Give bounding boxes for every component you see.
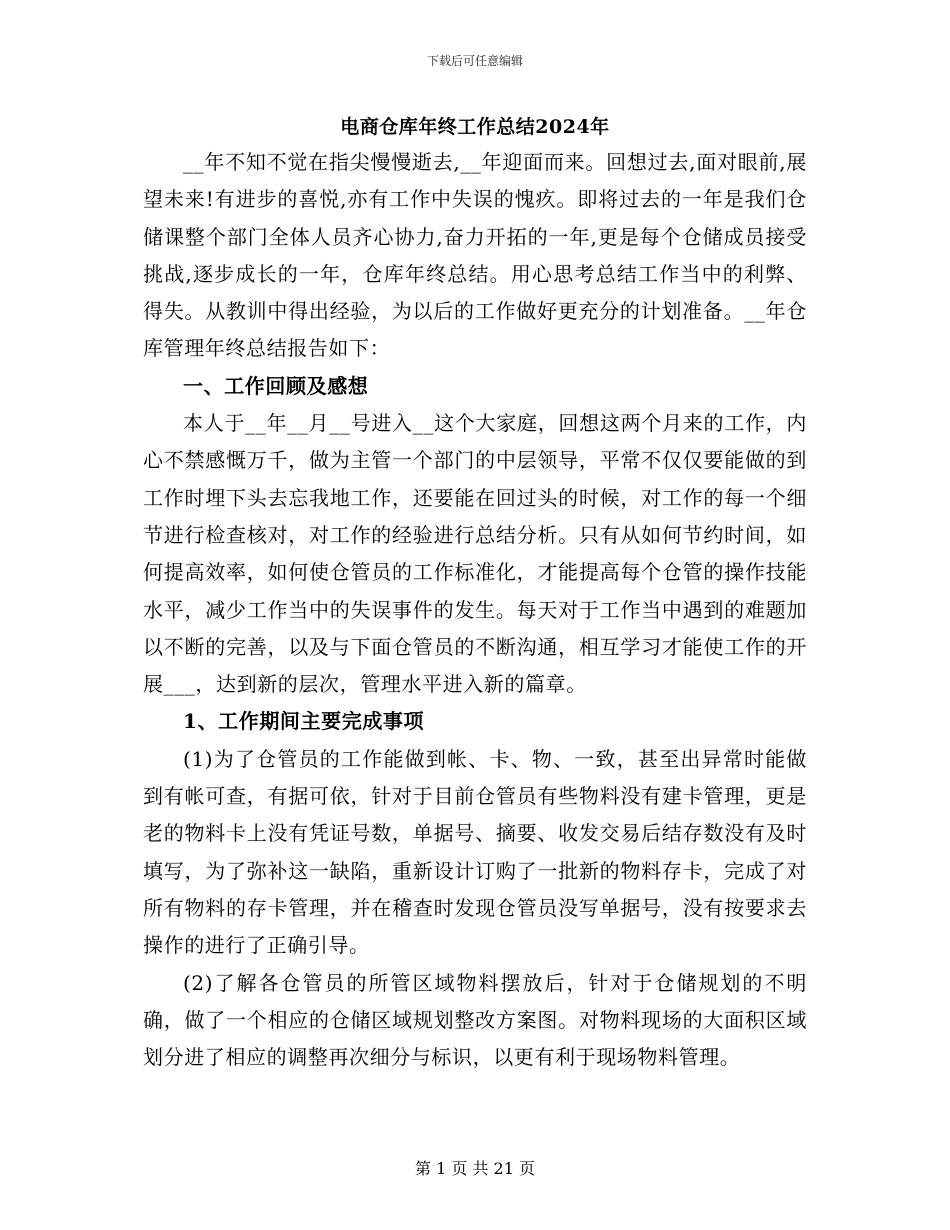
document-title: 电商仓库年终工作总结2024年 — [340, 116, 610, 138]
subsection-heading-completed-items: 1、工作期间主要完成事项 — [183, 709, 425, 734]
section-heading-review: 一、工作回顾及感想 — [183, 373, 369, 398]
paragraph-item-1: (1)为了仓管员的工作能做到帐、卡、物、一致，甚至出异常时能做到有帐可查，有据可依，针对于目前仓管员有些物料没有建卡管理，更是老的物料卡上没有凭证号数，单据号、摘要、收发交易后结存数没有及时填写，为了弥补这一缺陷，重新设计订购了一批新的物料存卡，完成了对所有物料的存卡管理，并在稽查时发现仓管员没写单据号，没有按要求去操作的进行了正确引导。 — [143, 746, 807, 958]
paragraph-intro: __年不知不觉在指尖慢慢逝去,__年迎面而来。回想过去,面对眼前,展望未来!有进步的喜悦,亦有工作中失误的愧疚。即将过去的一年是我们仓储课整个部门全体人员齐心协力,奋力开拓的一年,更是每个仓储成员接受挑战,逐步成长的一年，仓库年终总结。用心思考总结工作当中的利弊、得失。从教训中得出经验，为以后的工作做好更充分的计划准备。__年仓库管理年终总结报告如下： — [143, 150, 807, 361]
document-body — [143, 112, 807, 1076]
page-header-note: 下载后可任意编辑 — [426, 54, 523, 68]
paragraph-review: 本人于__年__月__号进入__这个大家庭，回想这两个月来的工作，内心不禁感慨万千，做为主管一个部门的中层领导，平常不仅仅要能做的到工作时埋下头去忘我地工作，还要能在回过头的时候，对工作的每一个细节进行检查核对，对工作的经验进行总结分析。只有从如何节约时间，如何提高效率，如何使仓管员的工作标准化，才能提高每个仓管的操作技能水平，减少工作当中的失误事件的发生。每天对于工作当中遇到的难题加以不断的完善，以及与下面仓管员的不断沟通，相互学习才能使工作的开展___，达到新的层次，管理水平进入新的篇章。 — [143, 411, 807, 697]
page-footer-page-number: 第 1 页 共 21 页 — [415, 1159, 535, 1178]
paragraph-item-2: (2)了解各仓管员的所管区域物料摆放后，针对于仓储规划的不明确，做了一个相应的仓储区域规划整改方案图。对物料现场的大面积区域划分进了相应的调整再次细分与标识，以更有利于现场物料管理。 — [143, 970, 807, 1070]
